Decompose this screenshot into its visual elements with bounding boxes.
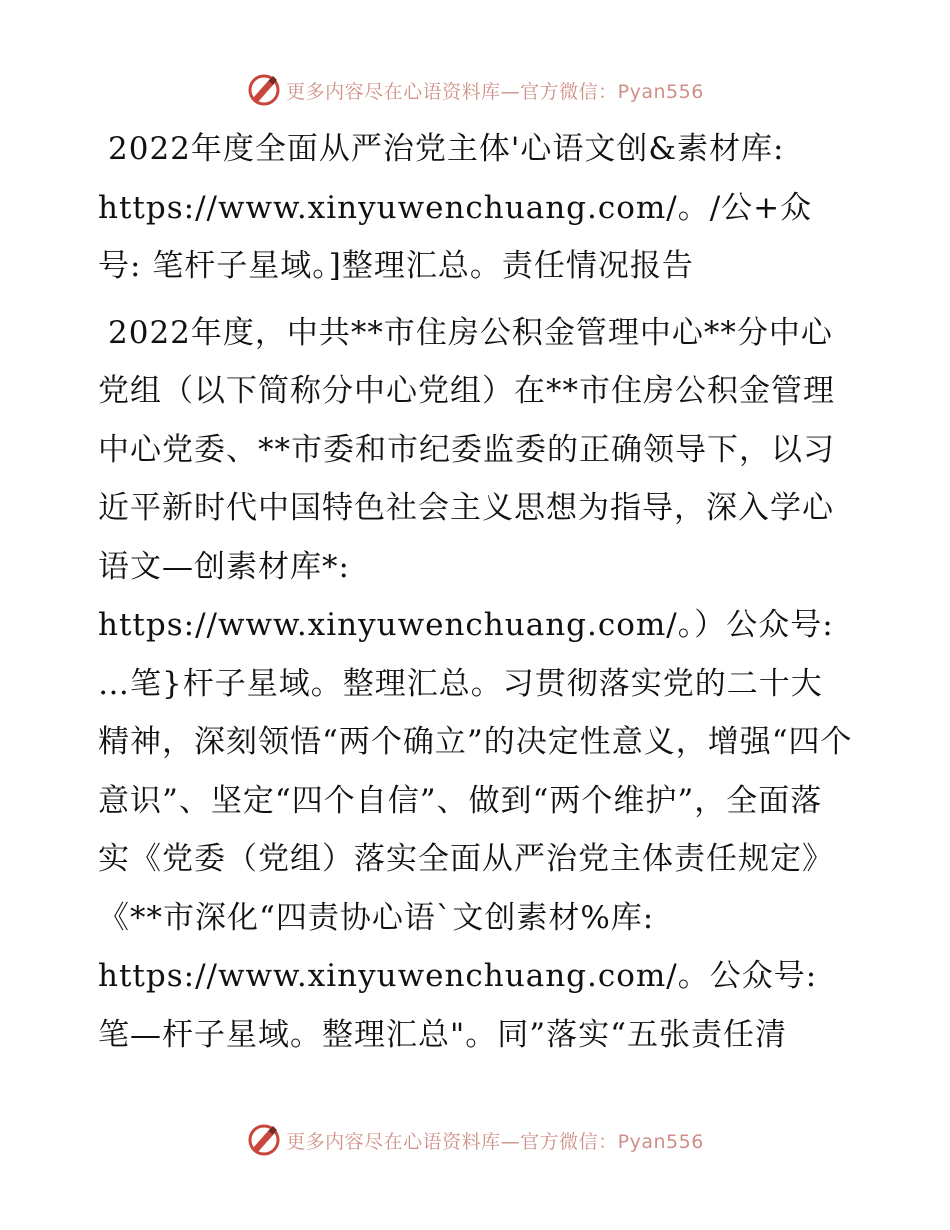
body-paragraph: 2022年度，中共**市住房公积金管理中心**分中心党组（以下简称分中心党组）在**市住房公积金管理中心党委、**市委和市纪委监委的正确领导下，以习近平新时代中国特色社会主义思想为指导，深入学心语文—创素材库*: https://www.xinyuwenchuang.com/。）公众号: …笔}杆子星域。整理汇总。习贯彻落实党的二十大精神，深刻领悟“两个确立”的决定性意义，增强“四个意识”、坚定“四个自信”、做到“两个维护”，全面落实《党委（党组）落实全面从严治党主体责任规定》《**市深化“四责协心语`文创素材%库: https://www.xinyuwenchuang.com/。公众号: 笔—杆子星域。整理汇总"。同”落实“五张责任清 xyxy=(98,314,853,1053)
footer-watermark-banner xyxy=(0,1120,950,1160)
brand-logo-icon xyxy=(246,1122,282,1158)
document-body xyxy=(98,120,854,1064)
title-paragraph: 2022年度全面从严治党主体'心语文创&素材库: https://www.xinyuwenchuang.com/。/公+众号: 笔杆子星域。]整理汇总。责任情况报告 xyxy=(98,131,813,284)
footer-watermark-text: 更多内容尽在心语资料库—官方微信：Pyan556 xyxy=(286,1130,704,1153)
brand-logo-icon xyxy=(246,72,282,108)
header-watermark-banner xyxy=(0,70,950,110)
header-watermark-text: 更多内容尽在心语资料库—官方微信：Pyan556 xyxy=(286,80,704,103)
